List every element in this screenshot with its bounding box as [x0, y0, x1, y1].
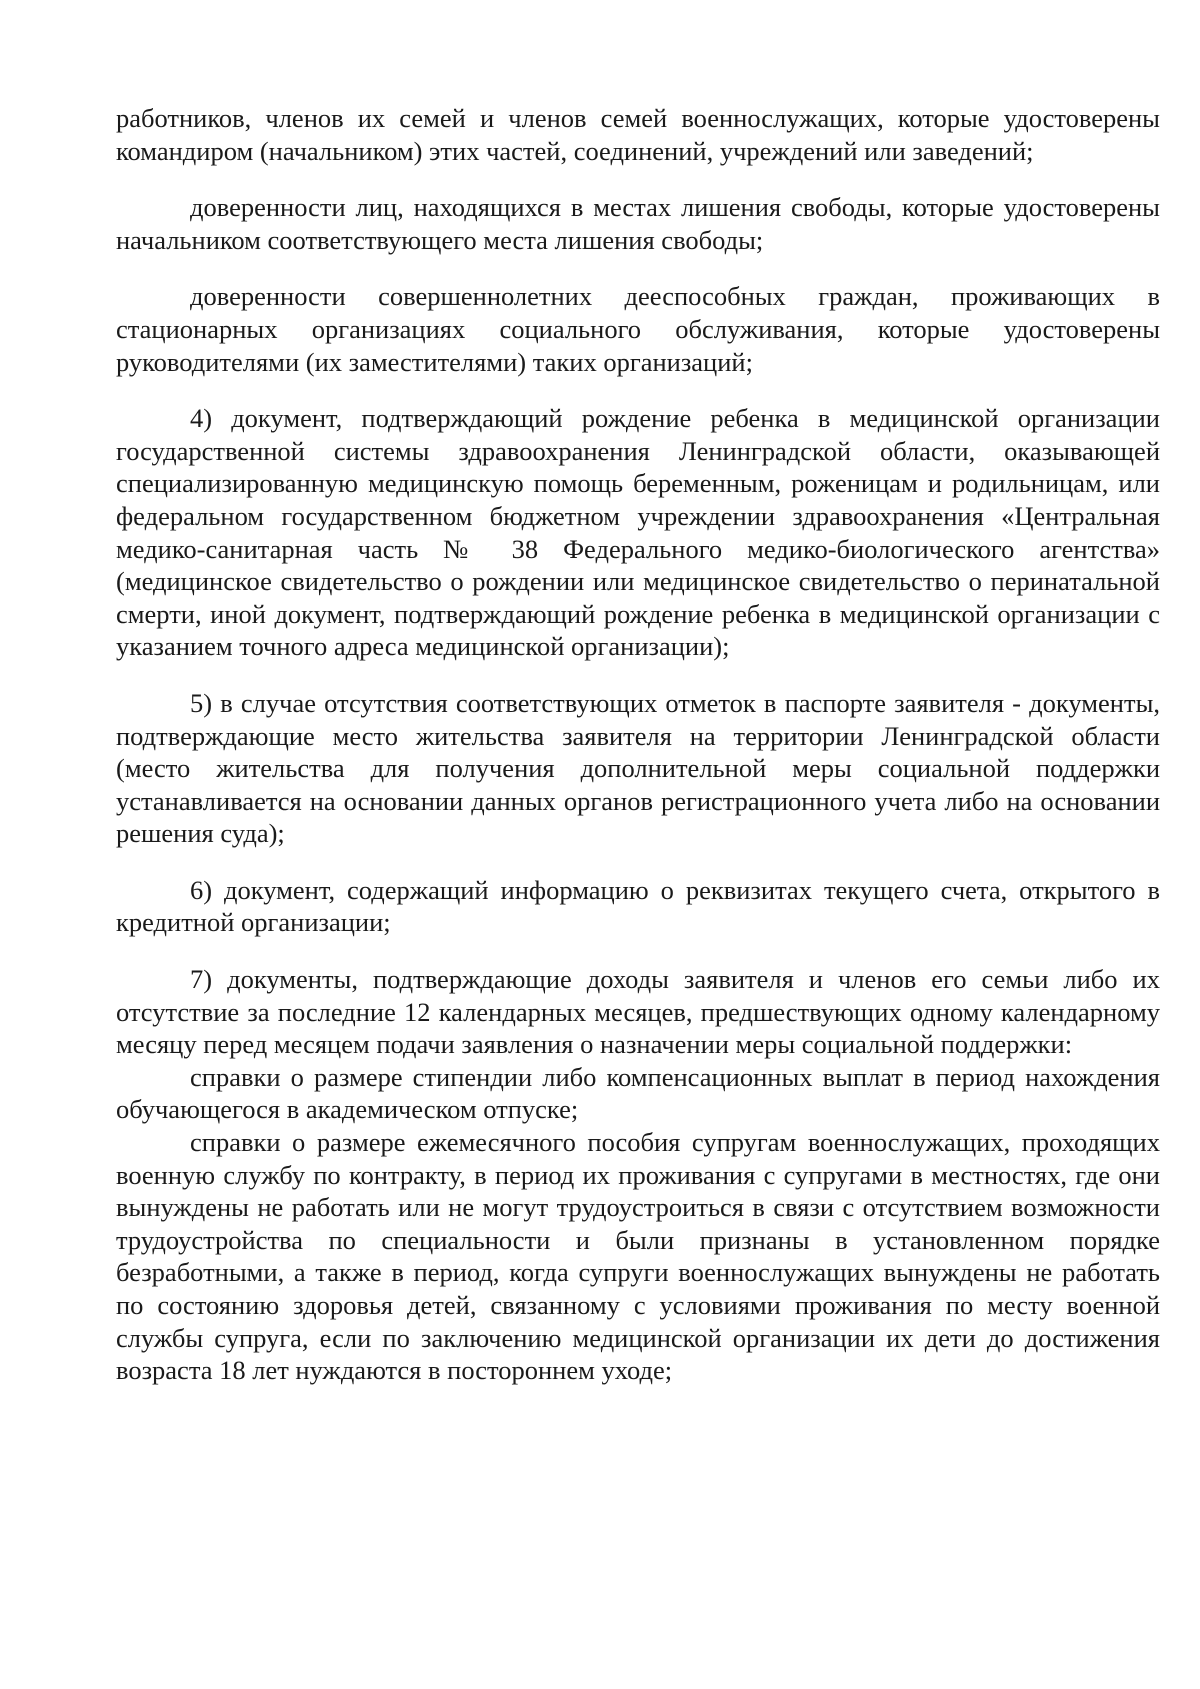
paragraph-continuation: работников, членов их семей и членов семей военнослужащих, которые удостоверены командиром (начальником) этих частей, соединений, учреждений или заведений;: [116, 103, 1160, 166]
paragraph-item-5: 5) в случае отсутствия соответствующих отметок в паспорте заявителя - документы, подтверждающие место жительства заявителя на территории Ленинградской области (место жительства для получения дополнительной меры социальной поддержки устанавливается на основании данных органов регистрационного учета либо на основании решения суда);: [116, 687, 1160, 849]
paragraph-item-6: 6) документ, содержащий информацию о реквизитах текущего счета, открытого в кредитной организации;: [116, 874, 1160, 938]
paragraph-power-of-attorney-prisoners: доверенности лиц, находящихся в местах лишения свободы, которые удостоверены начальником соответствующего места лишения свободы;: [116, 192, 1160, 255]
paragraph-item-7: 7) документы, подтверждающие доходы заявителя и членов его семьи либо их отсутствие за последние 12 календарных месяцев, предшествующих одному календарному месяцу перед месяцем подачи заявления о назначении меры социальной поддержки:: [116, 964, 1160, 1060]
paragraph-spouse-allowance-certificates: справки о размере ежемесячного пособия супругам военнослужащих, проходящих военную службу по контракту, в период их проживания с супругами в местностях, где они вынуждены не работать или не могут трудоустроиться в связи с отсутствием возможности трудоустройства по специальности и были признаны в установленном порядке безработными, а также в период, когда супруги военнослужащих вынуждены не работать по состоянию здоровья детей, связанному с условиями проживания по месту военной службы супруга, если по заключению медицинской организации их дети до достижения возраста 18 лет нуждаются в постороннем уходе;: [116, 1127, 1160, 1386]
paragraph-item-4: 4) документ, подтверждающий рождение ребенка в медицинской организации государственной системы здравоохранения Ленинградской области, оказывающей специализированную медицинскую помощь беременным, роженицам и родильницам, или федеральном государственном бюджетном учреждении здравоохранения «Центральная медико-санитарная часть № 38 Федерального медико-биологического агентства» (медицинское свидетельство о рождении или медицинское свидетельство о перинатальной смерти, иной документ, подтверждающий рождение ребенка в медицинской организации с указанием точного адреса медицинской организации);: [116, 403, 1160, 662]
paragraph-stipend-certificates: справки о размере стипендии либо компенсационных выплат в период нахождения обучающегося в академическом отпуске;: [116, 1061, 1160, 1125]
paragraph-power-of-attorney-residents: доверенности совершеннолетних дееспособных граждан, проживающих в стационарных организациях социального обслуживания, которые удостоверены руководителями (их заместителями) таких организаций;: [116, 281, 1160, 377]
document-page: [116, 102, 1160, 1387]
